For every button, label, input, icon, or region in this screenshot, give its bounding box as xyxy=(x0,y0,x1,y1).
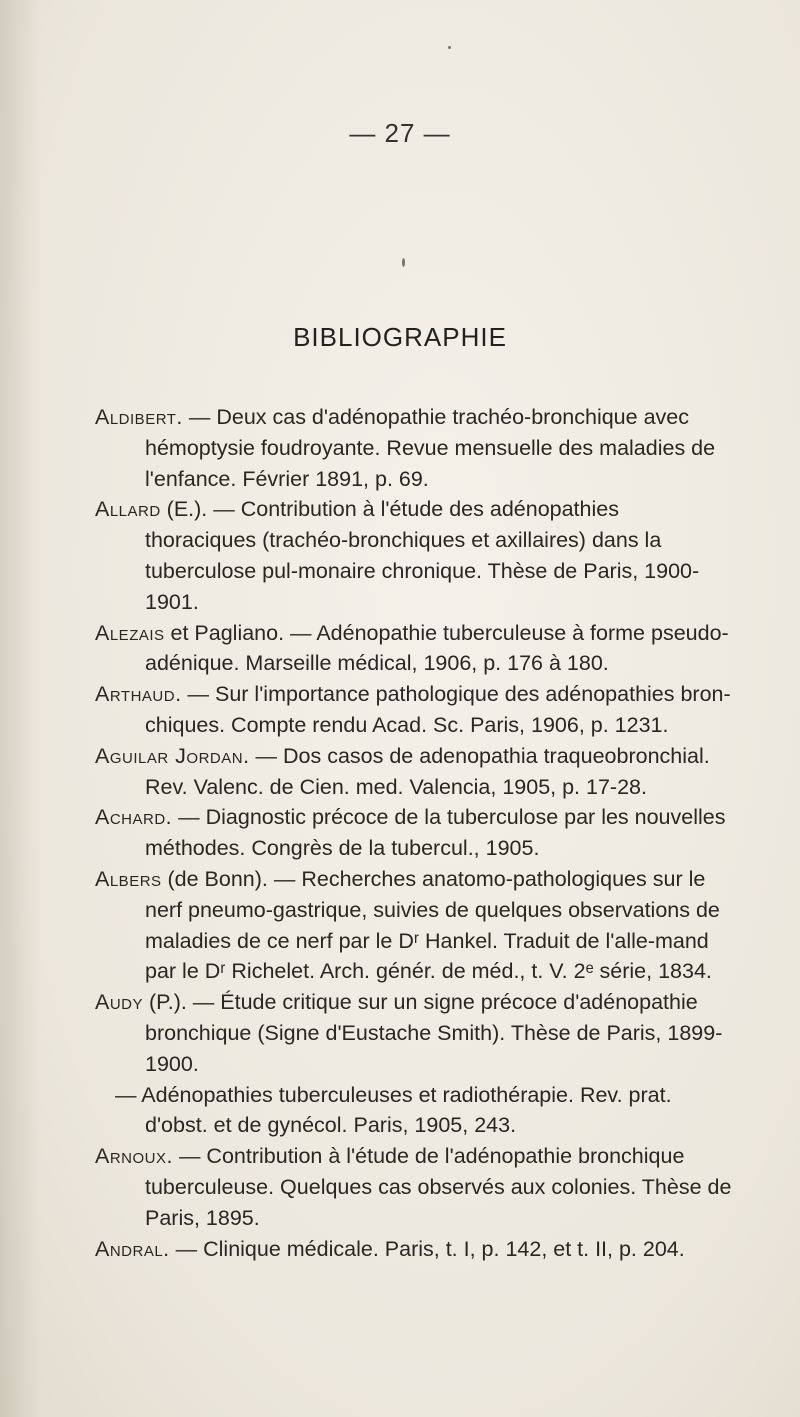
bibliography-entry xyxy=(95,618,735,680)
entry-author: Audy xyxy=(95,990,144,1015)
entry-author: Andral. xyxy=(95,1236,170,1261)
entry-text: (P.). — Étude critique sur un signe précoce d'adénopathie bronchique (Signe d'Eustache Smith). Thèse de Paris, 1899-1900. xyxy=(143,990,723,1076)
entry-author: Aldibert. xyxy=(95,405,183,429)
entry-author: Allard xyxy=(95,497,161,522)
entry-text: — Adénopathies tuberculeuses et radiothérapie. Rev. prat. d'obst. et de gynécol. Paris, 1905, 243. xyxy=(115,1082,672,1138)
entry-text: — Deux cas d'adénopathie trachéo-bronchique avec hémoptysie foudroyante. Revue mensuelle des maladies de l'enfance. Février 1891, p. 69. xyxy=(145,405,716,491)
bibliography-entry xyxy=(95,864,735,987)
bibliography-entry xyxy=(95,402,735,494)
entry-text: — Dos casos de adenopathia traqueobronchial. Rev. Valenc. de Cien. med. Valencia, 1905, p. 17-28. xyxy=(145,743,710,799)
bibliography-entry xyxy=(95,802,735,864)
entry-text: — Sur l'importance pathologique des adénopathies bron-chiques. Compte rendu Acad. Sc. Paris, 1906, p. 1231. xyxy=(145,682,731,737)
entry-author: Achard. xyxy=(95,805,173,830)
bibliography-list xyxy=(95,402,735,1264)
bibliography-entry xyxy=(95,987,735,1079)
entry-author: Albers xyxy=(95,866,162,891)
entry-text: — Diagnostic précoce de la tuberculose par les nouvelles méthodes. Congrès de la tubercul., 1905. xyxy=(145,805,726,861)
paper-speck xyxy=(402,258,405,267)
bibliography-entry xyxy=(95,494,735,617)
page-number: — 27 — xyxy=(349,118,451,148)
section-heading: BIBLIOGRAPHIE xyxy=(293,322,507,352)
entry-author: Alezais xyxy=(95,620,165,645)
bibliography-entry xyxy=(95,1234,735,1265)
entry-author: Arnoux. xyxy=(95,1144,173,1169)
page-edge-shadow xyxy=(0,0,40,1417)
entry-author: Aguilar Jordan. xyxy=(95,743,250,768)
bibliography-entry xyxy=(95,1080,735,1142)
bibliography-entry xyxy=(95,1141,735,1233)
entry-text: et Pagliano. — Adénopathie tuberculeuse à forme pseudo-adénique. Marseille médical, 1906, p. 176 à 180. xyxy=(145,620,729,676)
entry-text: — Clinique médicale. Paris, t. I, p. 142, et t. II, p. 204. xyxy=(169,1236,685,1261)
entry-text: (de Bonn). — Recherches anatomo-pathologiques sur le nerf pneumo-gastrique, suivies de quelques observations de maladies de ce nerf par le Dʳ Hankel. Traduit de l'alle-mand par le Dʳ Richelet. Arch. génér. de méd., t. V. 2ᵉ série, 1834. xyxy=(145,866,720,984)
entry-author: Arthaud. xyxy=(95,682,182,707)
bibliography-entry xyxy=(95,679,735,741)
entry-text: (E.). — Contribution à l'étude des adénopathies thoraciques (trachéo-bronchiques et axillaires) dans la tuberculose pul-monaire chronique. Thèse de Paris, 1900-1901. xyxy=(145,497,700,614)
bibliography-entry xyxy=(95,741,735,803)
entry-text: — Contribution à l'étude de l'adénopathie bronchique tuberculeuse. Quelques cas observés aux colonies. Thèse de Paris, 1895. xyxy=(145,1144,732,1230)
paper-speck xyxy=(448,46,451,49)
